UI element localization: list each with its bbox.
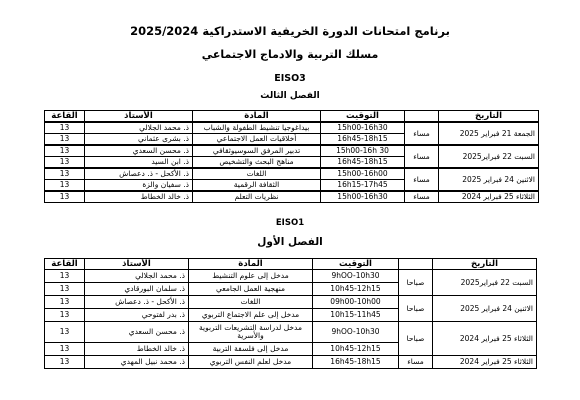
date-cell: الاثنين 24 فبراير 2025 (433, 296, 537, 322)
table-row (45, 168, 539, 180)
room-cell: 13 (45, 168, 85, 180)
table-row (45, 191, 539, 203)
room-cell: 13 (45, 322, 85, 343)
exam-table-semester-3 (44, 110, 539, 203)
col-header-period (405, 111, 439, 123)
col-header-date: التاريخ (439, 111, 539, 123)
col-header-time: التوقيت (313, 259, 399, 270)
col-header-professor: الأستاذ (85, 111, 193, 123)
date-cell: السبت 22 فبراير2025 (433, 270, 537, 296)
date-cell: الجمعة 21 فبراير 2025 (439, 122, 539, 145)
date-cell: السبت 22 فبراير2025 (439, 145, 539, 168)
date-cell: الاثنين 24 فبراير 2025 (439, 168, 539, 191)
col-header-subject: المادة (193, 111, 321, 123)
time-cell: 16h45-18h15 (321, 134, 405, 146)
document-title: برنامج امتحانات الدورة الخريفية الاستدراكية 2025/2024 (130, 24, 450, 38)
period-cell: مساء (399, 356, 433, 369)
professor-cell: ذ. محمد الجلالي (85, 122, 193, 134)
table-row (45, 322, 537, 343)
subject-cell: أخلاقيات العمل الاجتماعي (193, 134, 321, 146)
professor-cell: ذ. خالد الخطاط (85, 191, 193, 203)
period-cell: مساء (405, 145, 439, 168)
date-cell: الثلاثاء 25 فبراير 2024 (439, 191, 539, 203)
professor-cell: ذ. محمد نبيل المهدي (85, 356, 189, 369)
subject-cell: اللغات (189, 296, 313, 309)
time-cell: 16h15-17h45 (321, 180, 405, 192)
professor-cell: ذ. محمد الجلالي (85, 270, 189, 283)
subject-cell: نظريات التعلم (193, 191, 321, 203)
time-cell: 15h00-16h30 (321, 122, 405, 134)
table-row (45, 296, 537, 309)
room-cell: 13 (45, 296, 85, 309)
col-header-time: التوقيت (321, 111, 405, 123)
table-header-row (45, 111, 539, 123)
col-header-period (399, 259, 433, 270)
section-code-eiso1: EISO1 (275, 218, 305, 228)
col-header-room: القاعة (45, 259, 85, 270)
room-cell: 13 (45, 343, 85, 356)
professor-cell: ذ. بشرى عثماني (85, 134, 193, 146)
room-cell: 13 (45, 157, 85, 169)
room-cell: 13 (45, 270, 85, 283)
room-cell: 13 (45, 134, 85, 146)
table-row (45, 270, 537, 283)
time-cell: 15h00-16h 30 (321, 145, 405, 157)
subject-cell: مدخل إلى فلسفة التربية (189, 343, 313, 356)
subject-cell: الثقافة الرقمية (193, 180, 321, 192)
col-header-subject: المادة (189, 259, 313, 270)
table-row (45, 122, 539, 134)
time-cell: 10h15-11h45 (313, 309, 399, 322)
professor-cell: ذ. الأكحل - ذ. دعصاش (85, 296, 189, 309)
room-cell: 13 (45, 122, 85, 134)
subject-cell: مدخل لعلم النفس التربوي (189, 356, 313, 369)
period-cell: مساء (405, 168, 439, 191)
subject-cell: اللغات (193, 168, 321, 180)
subject-cell: مدخل لدراسة التشريعات التربوية والأسرية (189, 322, 313, 343)
professor-cell: ذ. ابن السيد (85, 157, 193, 169)
time-cell: 09h00-10h00 (313, 296, 399, 309)
exam-table-semester-1 (44, 258, 537, 369)
time-cell: 15h00-16h30 (321, 191, 405, 203)
table-header-row (45, 259, 537, 270)
professor-cell: ذ. بدر لفتوحي (85, 309, 189, 322)
room-cell: 13 (45, 145, 85, 157)
time-cell: 16h45-18h15 (313, 356, 399, 369)
period-cell: صباحا (399, 322, 433, 356)
time-cell: 10h45-12h15 (313, 283, 399, 296)
date-cell: الثلاثاء 25 فبراير 2024 (433, 322, 537, 356)
subject-cell: بيداغوجيا تنشيط الطفولة والشباب (193, 122, 321, 134)
col-header-date: التاريخ (433, 259, 537, 270)
subject-cell: تدبير المرفق السوسيوثقافي (193, 145, 321, 157)
section-code-eiso3: EISO3 (274, 73, 306, 84)
time-cell: 9hOO-10h30 (313, 322, 399, 343)
semester-title-3: الفصل الثالث (260, 91, 320, 101)
subject-cell: مدخل إلى علم الاجتماع التربوي (189, 309, 313, 322)
time-cell: 15h00-16h00 (321, 168, 405, 180)
room-cell: 13 (45, 283, 85, 296)
time-cell: 10h45-12h15 (313, 343, 399, 356)
professor-cell: ذ. الأكحل - ذ. دعصاش (85, 168, 193, 180)
professor-cell: ذ. سلمان البورقادي (85, 283, 189, 296)
professor-cell: ذ. خالد الخطاط (85, 343, 189, 356)
period-cell: صباحا (399, 296, 433, 322)
room-cell: 13 (45, 180, 85, 192)
table-row (45, 356, 537, 369)
professor-cell: ذ. محسن السعدي (85, 322, 189, 343)
subject-cell: مدخل إلى علوم التنشيط (189, 270, 313, 283)
period-cell: مساء (405, 191, 439, 203)
period-cell: صباحا (399, 270, 433, 296)
col-header-professor: الأستاذ (85, 259, 189, 270)
semester-title-1: الفصل الأول (257, 236, 323, 248)
date-cell: الثلاثاء 25 فبراير 2024 (433, 356, 537, 369)
professor-cell: ذ. محسن السعدي (85, 145, 193, 157)
time-cell: 16h45-18h15 (321, 157, 405, 169)
professor-cell: ذ. سفيان والزة (85, 180, 193, 192)
subject-cell: منهجية العمل الجامعي (189, 283, 313, 296)
room-cell: 13 (45, 356, 85, 369)
table-row (45, 145, 539, 157)
subject-cell: مناهج البحث والتشخيص (193, 157, 321, 169)
col-header-room: القاعة (45, 111, 85, 123)
period-cell: مساء (405, 122, 439, 145)
room-cell: 13 (45, 309, 85, 322)
room-cell: 13 (45, 191, 85, 203)
time-cell: 9hOO-10h30 (313, 270, 399, 283)
program-subtitle: مسلك التربية والادماج الاجتماعي (201, 48, 379, 61)
